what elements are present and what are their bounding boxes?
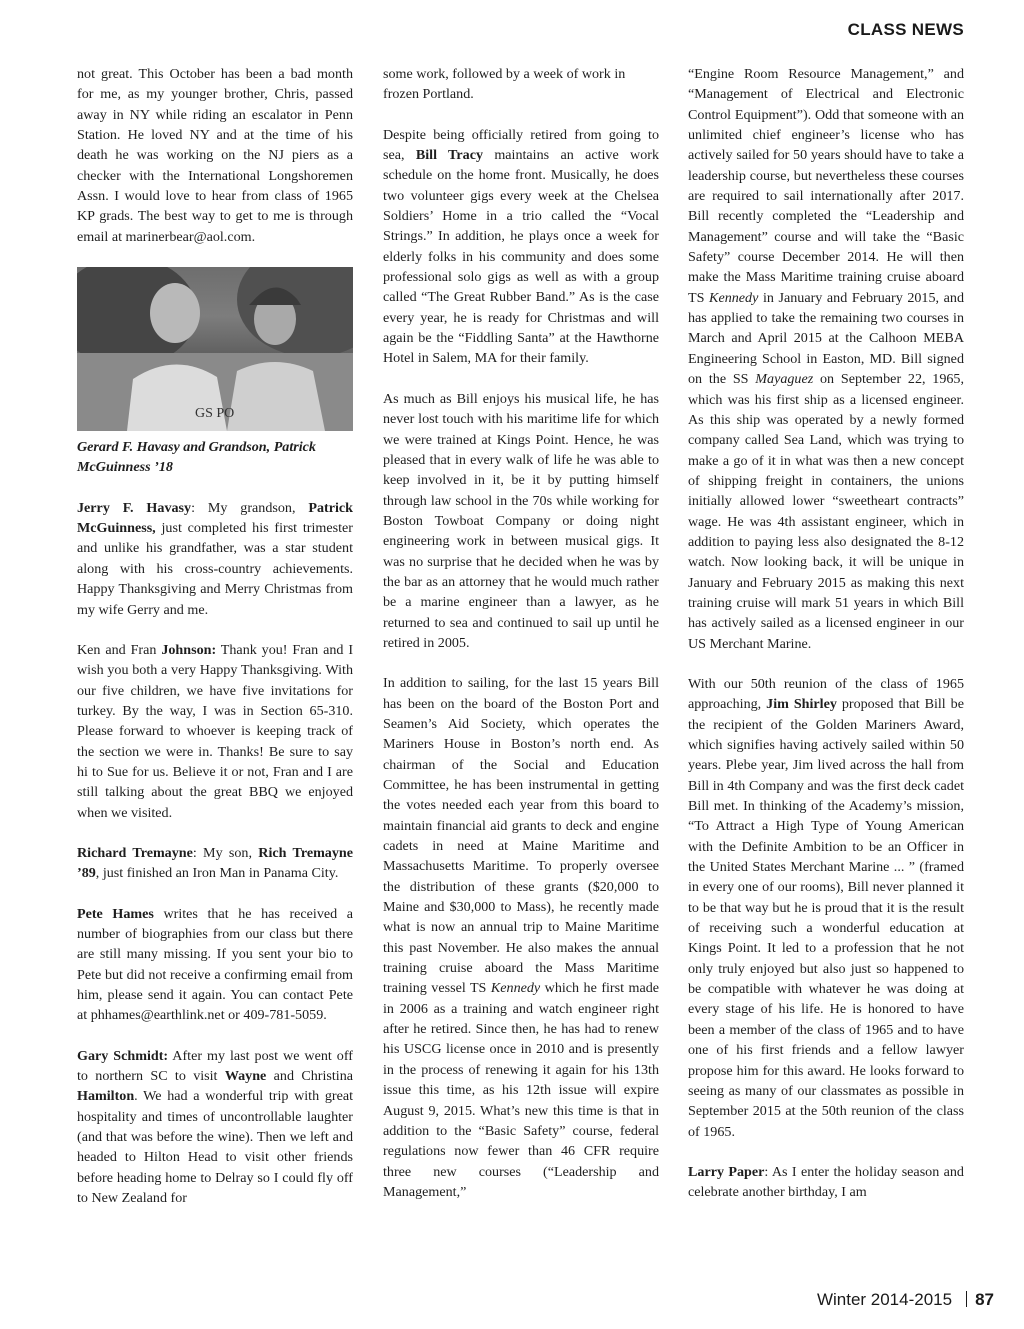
- footer-divider: [966, 1291, 967, 1307]
- column-2: [383, 64, 659, 1222]
- paragraph-boston-port-society: In addition to sailing, for the last 15 years Bill has been on the board of the Boston Port and Seamen’s Aid Society, which operates the Mariners House in Boston’s north end. As chairman of the Social and Education Committee, he has been instrumental in getting the votes needed each year from this board to maintain financial aid grants to deck and engine cadets in need at Maine Maritime and Massachusetts Maritime. To properly oversee the distribution of these grants ($20,000 to Maine and $30,000 to Mass), he recently made what is now an annual trip to Maine Maritime this past November. He also makes the annual training cruise aboard the Mass Maritime training vessel TS Kennedy which he first made in 2006 as a training and watch engineer right after he retired. Since then, he has had to renew his USCG license once in 2010 and is presently in the process of renewing it again for his 13th issue this time, as his 12th issue will expire August 9, 2015. What’s new this time is that in addition to the “Basic Safety” course, federal regulations now fewer than 46 CFR require three new courses (“Leadership and Management,”: [383, 675, 660, 1200]
- paragraph-bill-maritime-life: As much as Bill enjoys his musical life, he has never lost touch with his maritime life for which we were trained at Kings Point. Hence, he was pleased that in every walk of life he was able to keep involved in it, be it by putting himself through law school in the 70s while working for Boston Towboat Company or doing night engineering work in between musical gigs. It was no surprise that he decided when he was by the bar as an attorney that he would much rather be a marine engineer than a lawyer, as he returned to sea and continued to sail up until he retired in 2005.: [383, 390, 659, 651]
- paragraph-larry-paper: Larry Paper: As I enter the holiday season and celebrate another birthday, I am: [688, 1163, 964, 1201]
- paragraph-pete-hames: Pete Hames writes that he has received a number of biographies from our class but there are still many missing. If you sent your bio to Pete but did not receive a confirming email from him, please send it again. You can contact Pete at phhames@earthlink.net or 409-781-5059.: [77, 905, 353, 1024]
- column-3: [688, 64, 964, 1223]
- paragraph-brother-chris: not great. This October has been a bad month for me, as my younger brother, Chris, passed away in NY while riding an escalator in Penn Station. He loved NY and at the time of his death he was working on the NJ piers as a checker with the International Longshoremen Assn. I would love to hear from class of 1965 KP grads. The best way to get to me is through email at marinerbear@aol.com.: [77, 66, 353, 245]
- paragraph-portland: some work, followed by a week of work in frozen Portland.: [383, 66, 626, 103]
- paragraph-jerry-havasy: Jerry F. Havasy: My grandson, Patrick McGuinness, just completed his first trimester and unlike his grandfather, was a star student along with his cross-country achievements. Happy Thanksgiving and Merry Christmas from my wife Gerry and me.: [77, 499, 353, 618]
- paragraph-richard-tremayne: Richard Tremayne: My son, Rich Tremayne ’89, just finished an Iron Man in Panama City.: [77, 844, 353, 882]
- photo-havasy-grandson: [77, 267, 353, 431]
- paragraph-ken-fran-johnson: Ken and Fran Johnson: Thank you! Fran and I wish you both a very Happy Thanksgiving. With our five children, we have five invitations for turkey. By the way, I was in Section 65-310. Please forward to whoever is keeping track of the section we were in. Thanks! Be sure to say hi to Sue for us. Believe it or not, Fran and I are still talking about the great BBQ we enjoyed when we visited.: [77, 641, 354, 821]
- page-footer: [817, 1290, 994, 1310]
- section-header: CLASS NEWS: [847, 20, 964, 39]
- paragraph-courses-mayaguez: “Engine Room Resource Management,” and “Management of Electrical and Electronic Control Equipment”). Odd that someone with an unlimited chief engineer’s license who has actively sailed for 50 years should have to take a leadership course, but nevertheless these courses are required to sail internationally after 2017. Bill recently completed the “Leadership and Management” course and will take the “Basic Safety” course December 2014. He will then make the Mass Maritime training cruise aboard TS Kennedy in January and February 2015, and has applied to take the remaining two courses in March and April 2015 at the Calhoon MEBA Engineering School in Easton, MD. Bill signed on the SS Mayaguez on September 22, 1965, which was his first ship as a licensed engineer. As this ship was operated by a newly formed company called Sea Land, which was trying to make a go of it in what was then a new concept of shipping freight in containers, the unions initially allowed lower “sweetheart contracts” wage. He was 4th assistant engineer, which in addition to paying less also designated the 8-12 watch. Now looking back, it will be unique in January and February 2015 as making this next training cruise will mark 51 years in which Bill has actively sailed as a licensed engineer in our US Merchant Marine.: [688, 66, 964, 652]
- page-number: 87: [975, 1290, 994, 1309]
- paragraph-bill-tracy-music: Despite being officially retired from going to sea, Bill Tracy maintains an active work schedule on the home front. Musically, he does two volunteer gigs every week at the Chelsea Soldiers’ Home in a trio called the “Vocal Strings.” In addition, he plays once a week for elderly folks in his community and does some professional solo gigs as well as with a group called “The Great Rubber Band.” As is the case every year, he is ready for Christmas and will again be the “Fiddling Santa” at the Hawthorne Hotel in Salem, MA for their family.: [383, 126, 659, 367]
- paragraph-golden-mariners-award: With our 50th reunion of the class of 1965 approaching, Jim Shirley proposed that Bill be the recipient of the Golden Mariners Award, which signifies having actively sailed within 50 years. Plebe year, Jim lived across the hall from Bill in 4th Company and was the first deck cadet Bill met. In thinking of the Academy’s mission, “To Attract a High Type of Young American with the Definite Ambition to be an Officer in the United States Merchant Marine ... ” (framed in every one of our rooms), Bill never planned it to be that way but he is proud that it is the result of receiving such a wonderful education at Kings Point. It led to a profession that he not only truly enjoyed but also just so happened to be compatible with whatever he was doing at every stage of his life. He is honored to have been a member of the class of 1965 and to have one of his first friends and a fellow lawyer propose him for this award. He looks forward to seeing as many of our classmates as possible in September 2015 at the 50th reunion of the class of 1965.: [688, 675, 964, 1140]
- photo-caption: Gerard F. Havasy and Grandson, Patrick McGuinness ’18: [77, 439, 316, 476]
- shirt-lettering: GS PO: [195, 406, 235, 422]
- issue-label: Winter 2014-2015: [816, 1290, 953, 1309]
- paragraph-gary-schmidt: Gary Schmidt: After my last post we went off to northern SC to visit Wayne and Christina Hamilton. We had a wonderful trip with great hospitality and times of uncontrollable laughter (and that was before the wine). Then we left and headed to Hilton Head to visit other friends before heading home to Delray so I could fly off to New Zealand for: [77, 1047, 353, 1207]
- column-1: [77, 64, 353, 1228]
